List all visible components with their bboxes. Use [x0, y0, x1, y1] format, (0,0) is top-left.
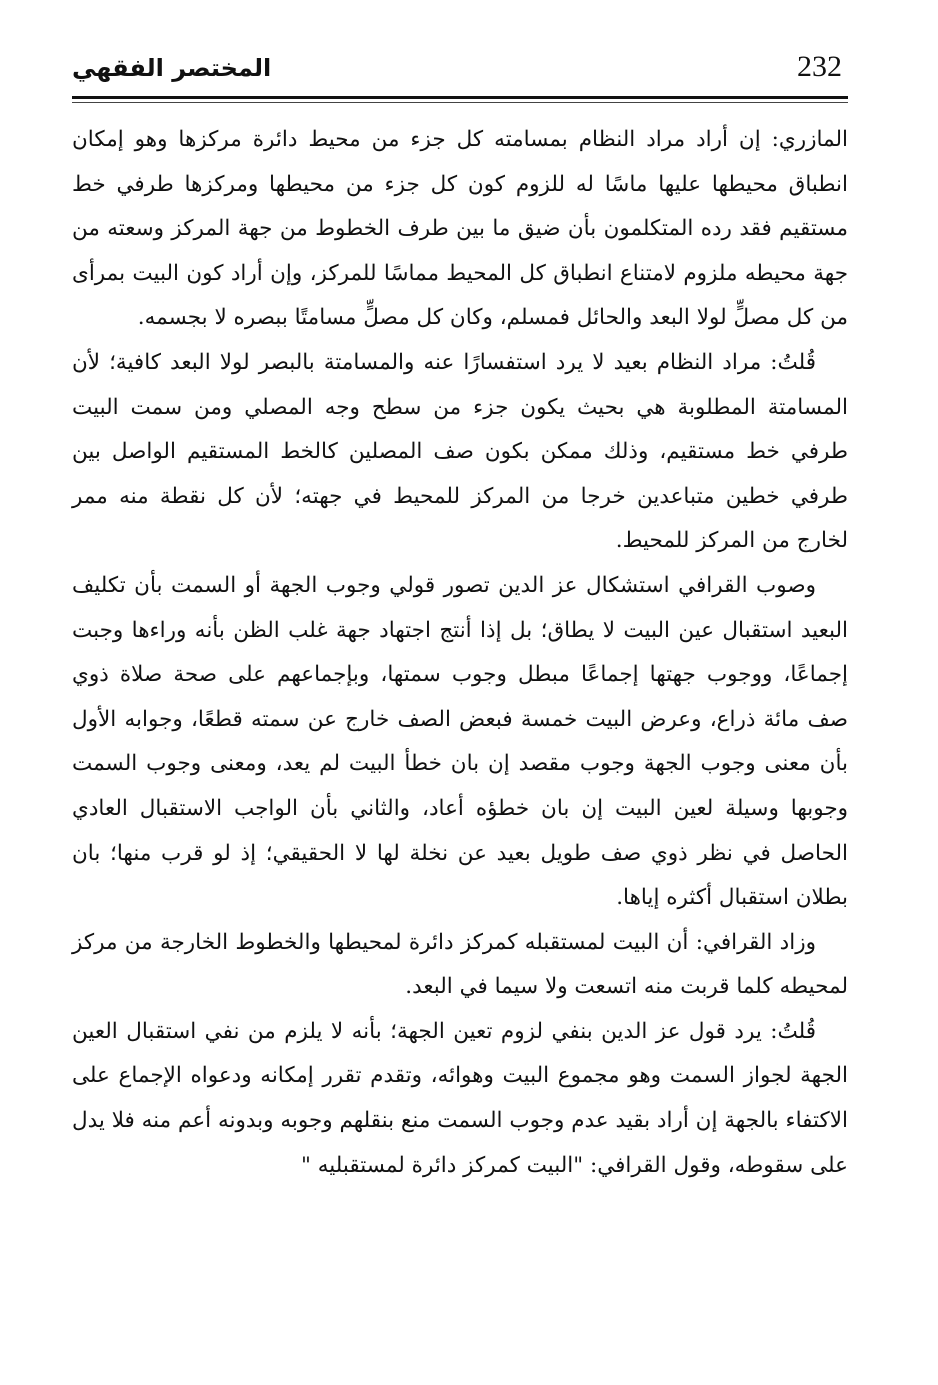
paragraph-maziri: المازري: إن أراد مراد النظام بمسامته كل جزء من محيط دائرة مركزها وهو إمكان انطباق محيطها عليها ماسًا له للزوم كون كل جزء من محيطها ومركزها طرفي خط مستقيم فقد رده المتكلمون بأن ضيق ما بين طرف الخطوط من جهة المركز وسعته من جهة محيطه ملزوم لامتناع انطباق كل المحيط مماسًا للمركز، وإن أراد كون البيت بمرأى من كل مصلٍّ لولا البعد والحائل فمسلم، وكان كل مصلٍّ مسامتًا ببصره لا بجسمه.: [72, 127, 848, 331]
page-header: [72, 44, 848, 96]
page-number: 232: [797, 50, 842, 83]
paragraph-qarafi-1: وصوب القرافي استشكال عز الدين تصور قولي وجوب الجهة أو السمت بأن تكليف البعيد استقبال عين البيت لا يطاق؛ بل إذا أنتج اجتهاد جهة غلب الظن بأنه وراءها وجبت إجماعًا، ووجوب جهتها إجماعًا مبطل وجوب سمتها، وبإجماعهم على صحة صلاة ذوي صف مائة ذراع، وعرض البيت خمسة فبعض الصف خارج عن سمته قطعًا، وجوابه الأول بأن معنى وجوب الجهة وجوب مقصد إن بان خطأ البيت لم يعد، ومعنى وجوب السمت وجوبها وسيلة لعين البيت إن بان خطؤه أعاد، والثاني بأن الواجب الاستقبال العادي الحاصل في نظر ذوي صف طويل بعيد عن نخلة لها لا الحقيقي؛ إذ لو قرب منها؛ بان بطلان استقبال أكثره إياها.: [72, 572, 848, 911]
header-rule-thin: [72, 102, 848, 103]
body-text: [72, 118, 848, 1188]
paragraph-qultu-2: قُلتُ: يرد قول عز الدين بنفي لزوم تعين الجهة؛ بأنه لا يلزم من نفي استقبال العين الجهة لجواز السمت وهو مجموع البيت وهوائه، وتقدم تقرر إمكانه ودعواه الإجماع على الاكتفاء بالجهة إن أراد بقيد عدم وجوب السمت منع بنقلهم وجوبه وبدونه أعم منه فلا يدل على سقوطه، وقول القرافي: "البيت كمركز دائرة لمستقبليه ": [71, 1018, 848, 1178]
running-title: المختصر الفقهي: [72, 54, 272, 82]
paragraph-qarafi-2: وزاد القرافي: أن البيت لمستقبله كمركز دائرة لمحيطها والخطوط الخارجة من مركز لمحيطه كلما قربت منه اتسعت ولا سيما في البعد.: [72, 929, 848, 1000]
header-rule: [72, 96, 848, 99]
paragraph-qultu-1: قُلتُ: مراد النظام بعيد لا يرد استفسارًا عنه والمسامتة بالبصر لولا البعد كافية؛ لأن المسامتة المطلوبة هي بحيث يكون جزء من سطح وجه المصلي ومن سمت البيت طرفي خط مستقيم، وذلك ممكن بكون صف المصلين كالخط المستقيم الواصل بين طرفي خطين متباعدين خرجا من المركز للمحيط في جهته؛ لأن كل نقطة منه ممر لخارج من المركز للمحيط.: [72, 349, 848, 554]
